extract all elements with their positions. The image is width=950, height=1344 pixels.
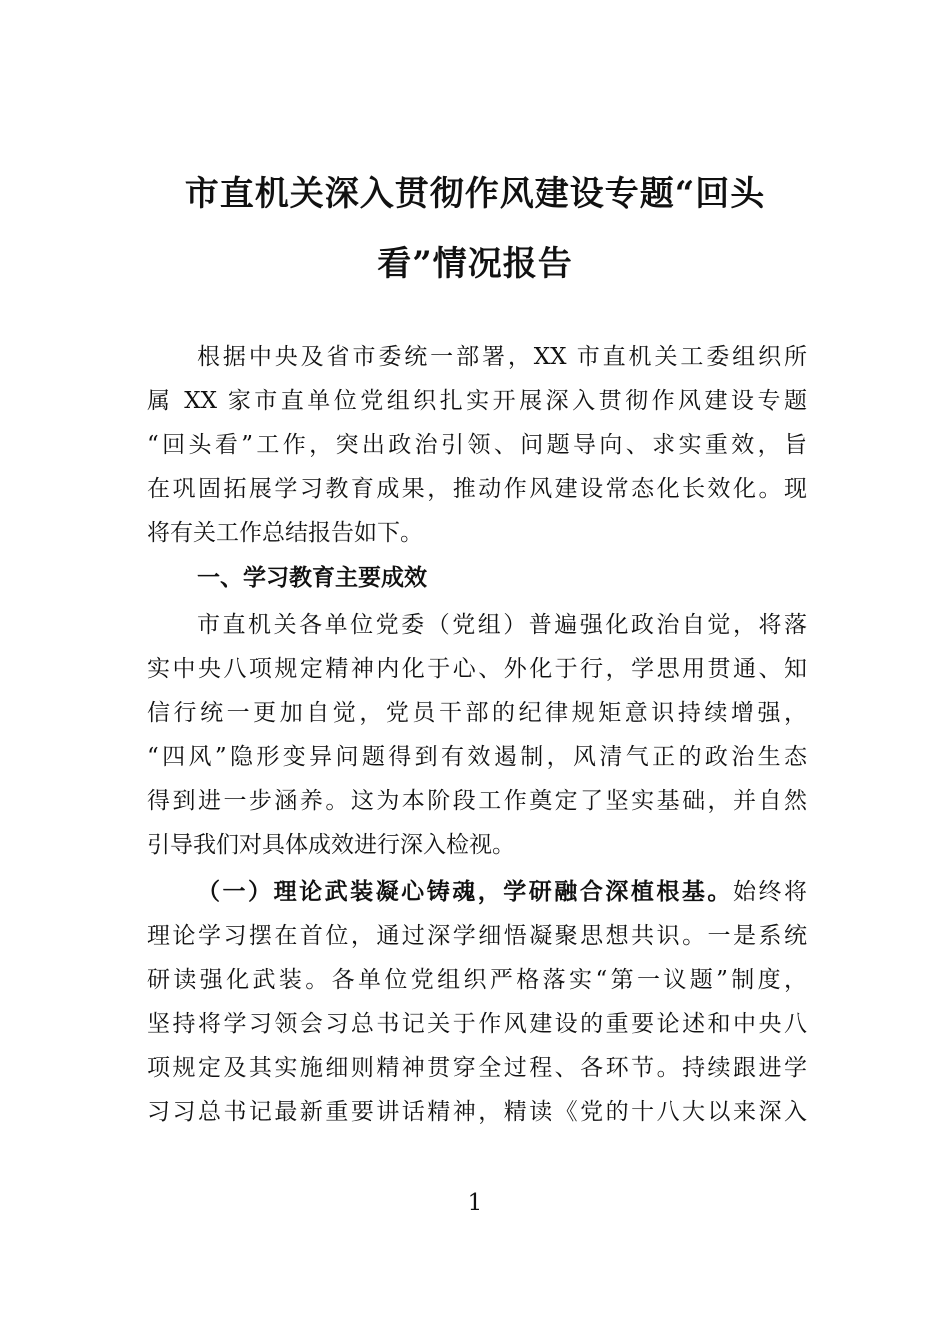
subsection-paragraph-line: 研读强化武装。各单位党组织严格落实“第一议题”制度， — [147, 967, 807, 993]
subsection-first-line — [197, 877, 807, 907]
intro-paragraph-line: 在巩固拓展学习教育成果，推动作风建设常态化长效化。现 — [147, 476, 807, 502]
subsection-paragraph-line: 坚持将学习领会习总书记关于作风建设的重要论述和中央八 — [147, 1011, 807, 1037]
subsection-heading: （一）理论武装凝心铸魂，学研融合深植根基。 — [197, 878, 733, 905]
section-paragraph-line: 实中央八项规定精神内化于心、外化于行，学思用贯通、知 — [147, 656, 807, 682]
subsection-first-line-text: 始终将 — [732, 879, 807, 905]
intro-paragraph-line: “回头看”工作，突出政治引领、问题导向、求实重效，旨 — [147, 432, 807, 458]
subsection-paragraph-line: 习习总书记最新重要讲话精神，精读《党的十八大以来深入 — [147, 1099, 807, 1125]
subsection-paragraph-line: 理论学习摆在首位，通过深学细悟凝聚思想共识。一是系统 — [147, 923, 807, 949]
section-paragraph-line: 信行统一更加自觉，党员干部的纪律规矩意识持续增强， — [147, 700, 807, 726]
section-paragraph-line: 得到进一步涵养。这为本阶段工作奠定了坚实基础，并自然 — [147, 788, 807, 814]
page-number: 1 — [467, 1190, 483, 1216]
intro-paragraph-line: 属 XX 家市直单位党组织扎实开展深入贯彻作风建设专题 — [147, 388, 807, 414]
section-heading: 一、学习教育主要成效 — [197, 565, 427, 591]
document-title-line-1: 市直机关深入贯彻作风建设专题“回头 — [184, 174, 766, 214]
subsection-paragraph-line: 项规定及其实施细则精神贯穿全过程、各环节。持续跟进学 — [147, 1055, 807, 1081]
section-paragraph-line: 引导我们对具体成效进行深入检视。 — [147, 832, 515, 858]
intro-paragraph-line: 根据中央及省市委统一部署，XX 市直机关工委组织所 — [197, 344, 807, 370]
intro-paragraph-line: 将有关工作总结报告如下。 — [147, 520, 423, 546]
section-paragraph-line: 市直机关各单位党委（党组）普遍强化政治自觉，将落 — [197, 612, 807, 638]
document-title-line-2: 看”情况报告 — [377, 244, 573, 284]
section-paragraph-line: “四风”隐形变异问题得到有效遏制，风清气正的政治生态 — [147, 744, 807, 770]
